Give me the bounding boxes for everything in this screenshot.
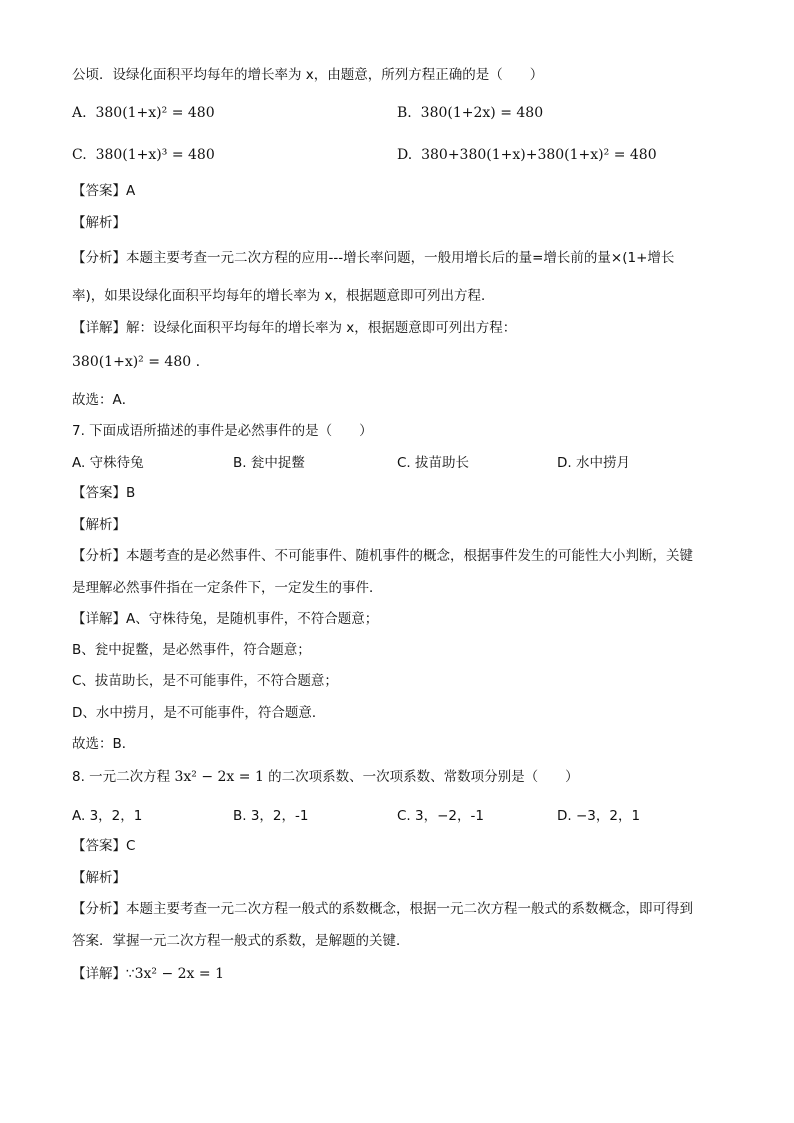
q6-option-c xyxy=(72,145,215,165)
q7-option-d: D. 水中捞月 xyxy=(557,455,630,471)
q7-analysis-line-1: 【分析】本题考查的是必然事件、不可能事件、随机事件的概念，根据事件发生的可能性大小判断，关键 xyxy=(72,548,693,564)
q8-answer: 【答案】C xyxy=(72,838,136,854)
q8-detail-line-1 xyxy=(72,964,224,984)
option-label: D. xyxy=(397,147,413,163)
q6-detail-equation: 380(1+x)² = 480 . xyxy=(72,354,201,370)
q8-option-a: A. 3，2，1 xyxy=(72,808,143,824)
q8-analysis-line-2: 答案．掌握一元二次方程一般式的系数，是解题的关键． xyxy=(72,933,410,949)
q6-option-b xyxy=(397,103,543,123)
q6-analysis-line-1: 【分析】本题主要考查一元二次方程的应用---增长率问题，一般用增长后的量=增长前的量×(1+增长 xyxy=(72,250,675,266)
q7-stem: 7. 下面成语所描述的事件是必然事件的是（ ） xyxy=(72,423,373,439)
q6-analysis-title: 【解析】 xyxy=(72,215,126,231)
q8-stem-prefix: 8. 一元二次方程 xyxy=(72,769,175,785)
q6-detail-line-1: 【详解】解：设绿化面积平均每年的增长率为 x，根据题意即可列出方程： xyxy=(72,320,517,336)
q8-stem-suffix: 的二次项系数、一次项系数、常数项分别是（ ） xyxy=(263,769,579,785)
q6-choose: 故选：A． xyxy=(72,392,136,408)
q7-answer: 【答案】B xyxy=(72,485,136,501)
q8-stem-equation: 3x² − 2x = 1 xyxy=(174,769,264,785)
q8-analysis-line-1: 【分析】本题主要考查一元二次方程一般式的系数概念，根据一元二次方程一般式的系数概念，即可得到 xyxy=(72,901,693,917)
option-label: C. xyxy=(72,147,87,163)
q8-detail-prefix: 【详解】∵ xyxy=(72,966,135,982)
q7-detail-line-1: 【详解】A、守株待兔，是随机事件，不符合题意； xyxy=(72,611,379,627)
option-expr: 380(1+x)³ = 480 xyxy=(95,147,215,163)
q6-analysis-line-2: 率)，如果设绿化面积平均每年的增长率为 x，根据题意即可列出方程． xyxy=(72,288,495,304)
q8-option-c: C. 3，−2，-1 xyxy=(397,808,484,824)
q8-option-b: B. 3，2，-1 xyxy=(233,808,309,824)
option-expr: 380+380(1+x)+380(1+x)² = 480 xyxy=(421,147,657,163)
q8-detail-equation: 3x² − 2x = 1 xyxy=(134,966,224,982)
q7-detail-line-3: C、拔苗助长，是不可能事件，不符合题意； xyxy=(72,673,338,689)
q8-analysis-title: 【解析】 xyxy=(72,870,126,886)
q7-analysis-line-2: 是理解必然事件指在一定条件下，一定发生的事件． xyxy=(72,580,383,596)
option-label: B. xyxy=(397,105,412,121)
q7-detail-line-2: B、瓮中捉鳖，是必然事件，符合题意； xyxy=(72,642,311,658)
q8-stem xyxy=(72,767,579,787)
q6-option-a xyxy=(72,103,215,123)
q8-option-d: D. −3，2，1 xyxy=(557,808,641,824)
q7-option-b: B. 瓮中捉鳖 xyxy=(233,455,305,471)
q7-detail-line-4: D、水中捞月，是不可能事件，符合题意． xyxy=(72,705,326,721)
q7-option-c: C. 拔苗助长 xyxy=(397,455,470,471)
option-expr: 380(1+2x) = 480 xyxy=(420,105,544,121)
q7-analysis-title: 【解析】 xyxy=(72,517,126,533)
option-label: A. xyxy=(72,105,87,121)
q6-stem: 公顷．设绿化面积平均每年的增长率为 x，由题意，所列方程正确的是（ ） xyxy=(72,67,544,83)
option-expr: 380(1+x)² = 480 xyxy=(95,105,215,121)
q6-answer: 【答案】A xyxy=(72,183,136,199)
q7-choose: 故选：B． xyxy=(72,736,136,752)
q7-option-a: A. 守株待兔 xyxy=(72,455,144,471)
q6-option-d xyxy=(397,145,657,165)
